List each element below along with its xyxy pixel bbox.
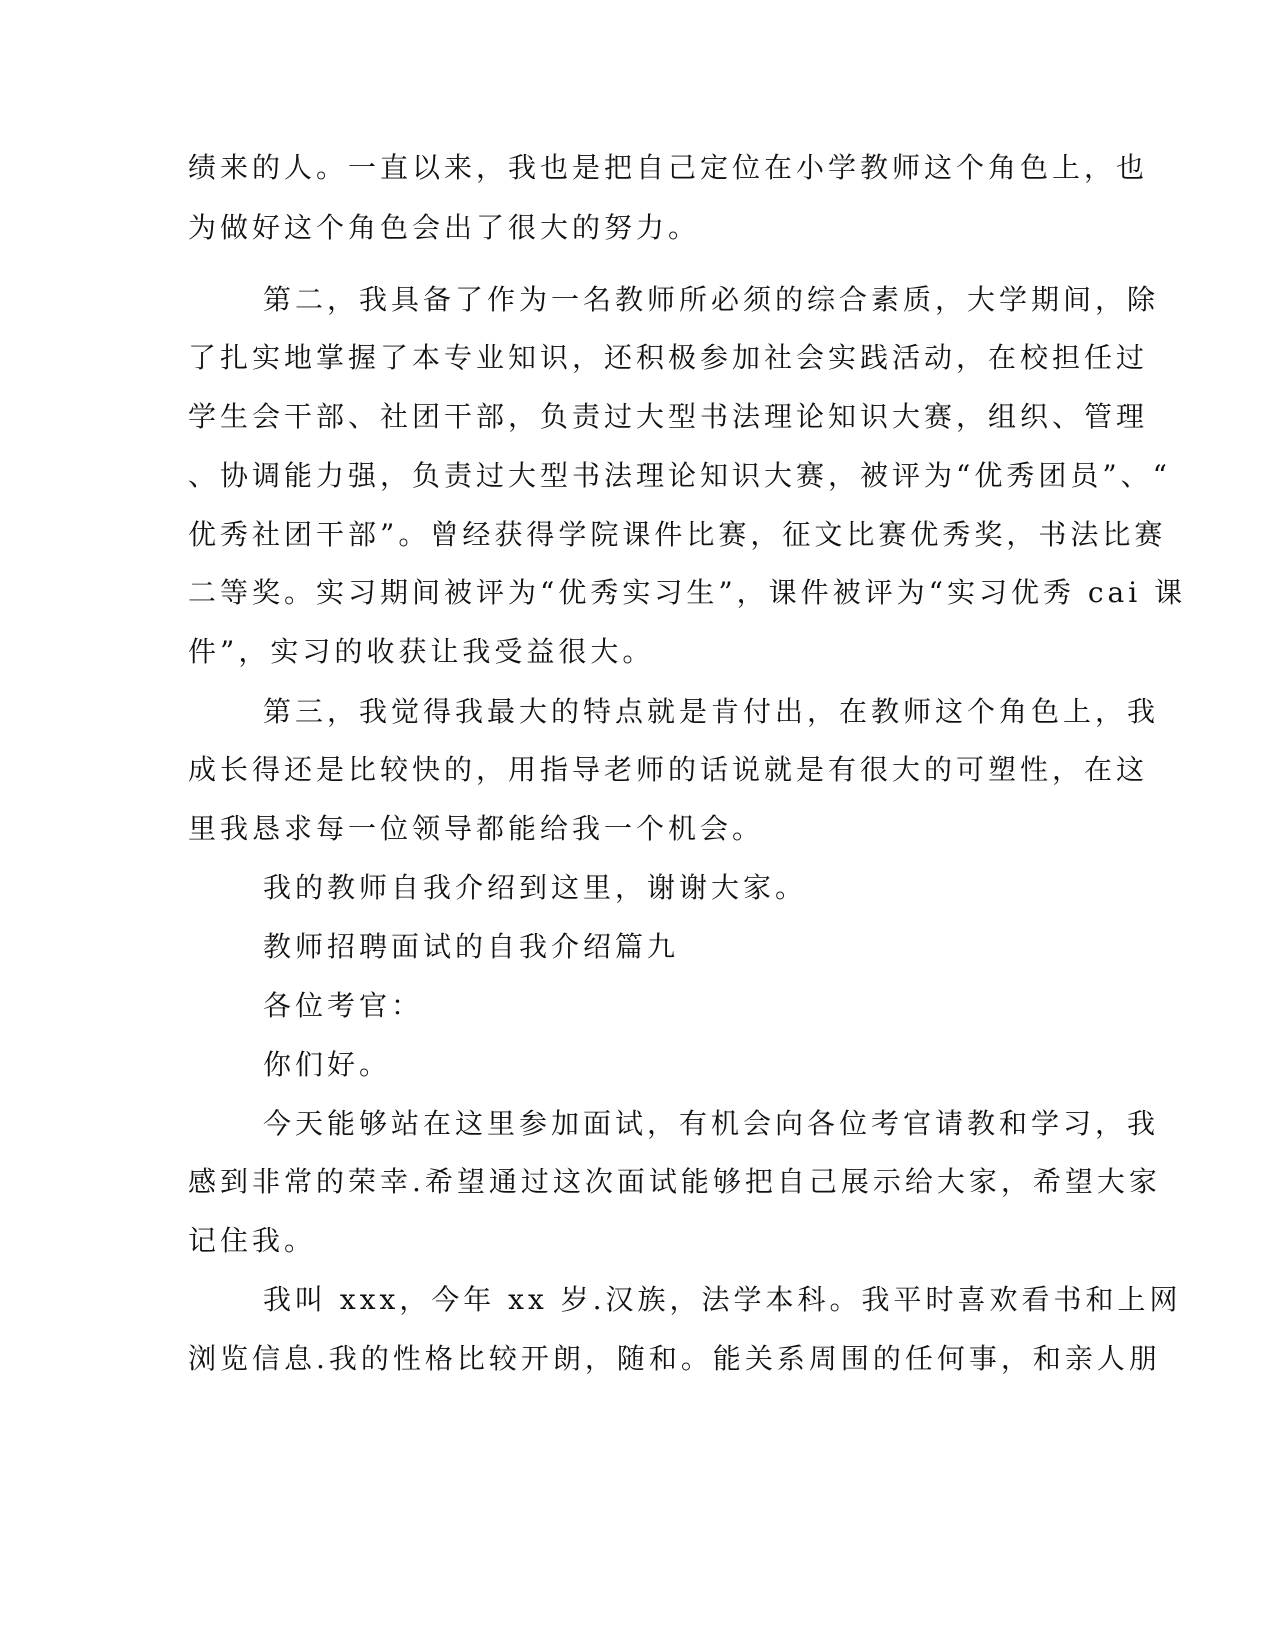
text-line: 件”，实习的收获让我受益很大。 xyxy=(188,635,655,668)
section-heading: 教师招聘面试的自我介绍篇九 xyxy=(263,930,680,963)
paragraph-line: 第二，我具备了作为一名教师所必须的综合素质，大学期间，除 xyxy=(263,283,1160,316)
text-line: 优秀社团干部”。曾经获得学院课件比赛，征文比赛优秀奖，书法比赛 xyxy=(188,518,1167,551)
text-line: 成长得还是比较快的，用指导老师的话说就是有很大的可塑性，在这 xyxy=(188,753,1149,786)
text-line: 里我恳求每一位领导都能给我一个机会。 xyxy=(188,812,765,845)
text-line: 二等奖。实习期间被评为“优秀实习生”，课件被评为“实习优秀 cai 课 xyxy=(188,576,1187,609)
paragraph-line: 第三，我觉得我最大的特点就是肯付出，在教师这个角色上，我 xyxy=(263,695,1160,728)
text-line: 感到非常的荣幸.希望通过这次面试能够把自己展示给大家，希望大家 xyxy=(188,1165,1161,1198)
paragraph-line: 今天能够站在这里参加面试，有机会向各位考官请教和学习，我 xyxy=(263,1107,1160,1140)
text-line: 浏览信息.我的性格比较开朗，随和。能关系周围的任何事，和亲人朋 xyxy=(188,1342,1161,1375)
paragraph-line: 我叫 xxx，今年 xx 岁.汉族，法学本科。我平时喜欢看书和上网 xyxy=(263,1283,1182,1316)
salutation-line: 各位考官： xyxy=(263,989,424,1022)
text-line: 绩来的人。一直以来，我也是把自己定位在小学教师这个角色上，也 xyxy=(188,151,1149,184)
greeting-line: 你们好。 xyxy=(263,1048,392,1081)
text-line: 为做好这个角色会出了很大的努力。 xyxy=(188,211,701,244)
text-line: 、协调能力强，负责过大型书法理论知识大赛，被评为“优秀团员”、“ xyxy=(188,459,1171,492)
text-line: 记住我。 xyxy=(188,1224,317,1257)
text-line: 了扎实地掌握了本专业知识，还积极参加社会实践活动，在校担任过 xyxy=(188,341,1149,374)
text-line: 学生会干部、社团干部，负责过大型书法理论知识大赛，组织、管理 xyxy=(188,400,1149,433)
paragraph-line: 我的教师自我介绍到这里，谢谢大家。 xyxy=(263,871,808,904)
